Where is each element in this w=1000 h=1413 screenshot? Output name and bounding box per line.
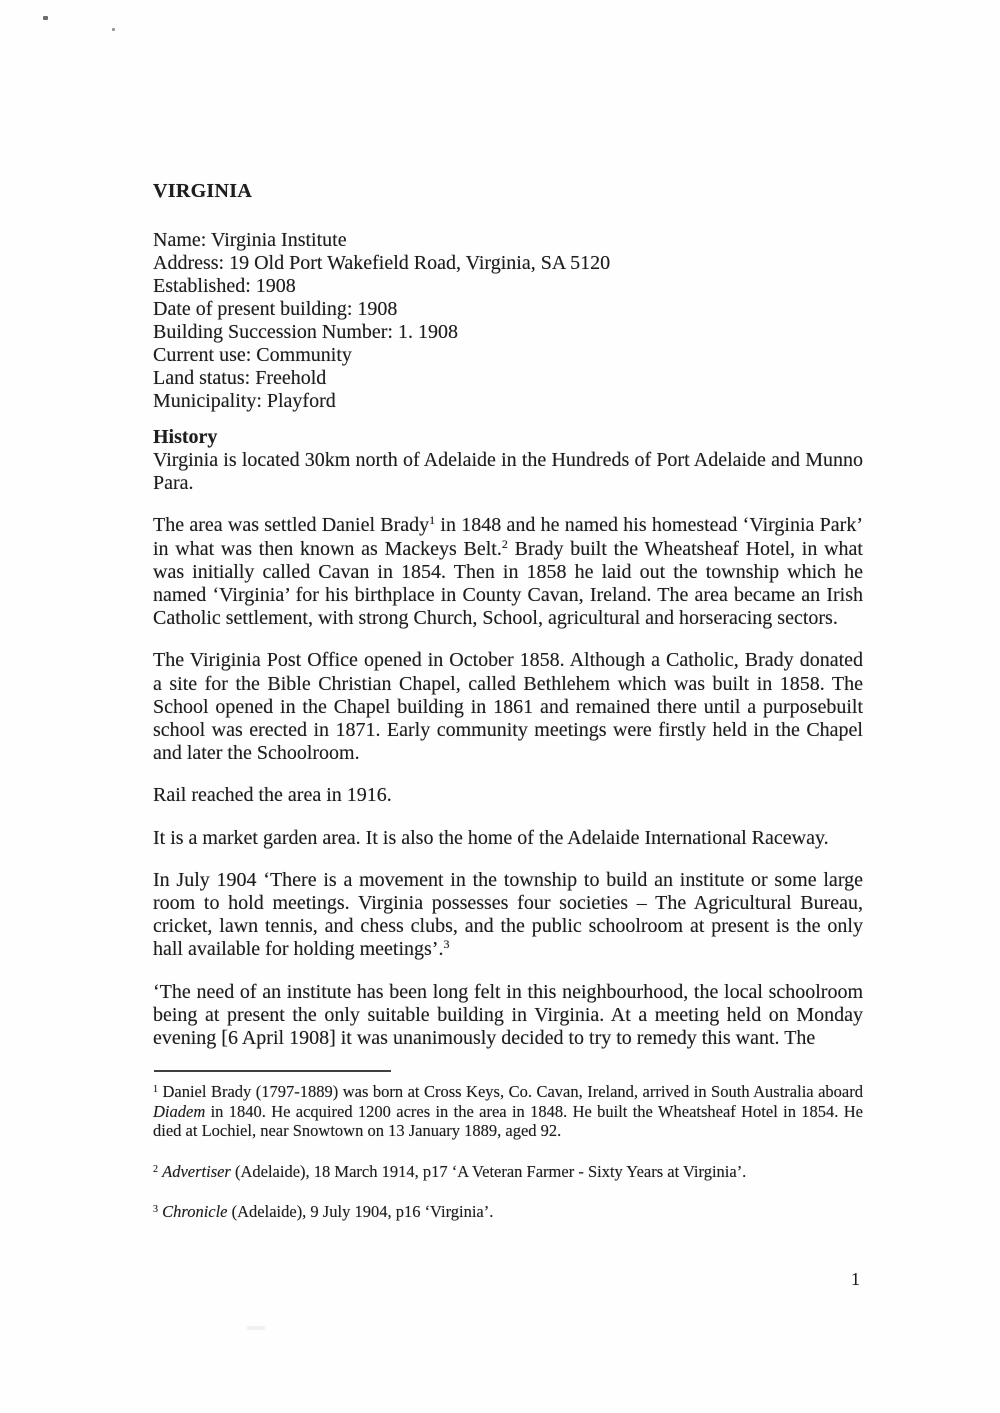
document-title: VIRGINIA xyxy=(153,180,253,202)
detail-current-use: Current use: Community xyxy=(153,344,352,366)
detail-succession-number: Building Succession Number: 1. 1908 xyxy=(153,321,458,343)
scan-artifact xyxy=(247,1326,265,1330)
detail-municipality: Municipality: Playford xyxy=(153,390,336,412)
footnote-marker: 1 xyxy=(429,513,436,528)
detail-building-date: Date of present building: 1908 xyxy=(153,298,398,320)
detail-address: Address: 19 Old Port Wakefield Road, Virginia, SA 5120 xyxy=(153,252,611,274)
footnote-marker: 2 xyxy=(153,1163,158,1175)
paragraph-market-garden: It is a market garden area. It is also the home of the Adelaide International Raceway. xyxy=(153,826,829,849)
paragraph-institute-need: ‘The need of an institute has been long felt in this neighbourhood, the local schoolroom being at present the only suitable building in Virginia. At a meeting held on Monday evening [6 April 1908] it was unanimously decided to try to remedy this want. The xyxy=(153,980,863,1050)
detail-land-status: Land status: Freehold xyxy=(153,367,327,389)
footnote-1: $^1$ Daniel Brady (1797-1889) was born at Cross Keys, Co. Cavan, Ireland, arrived in South Australia aboard Diadem in 1840. He acquired 1200 acres in the area in 1848. He built the Wheatsheaf Hotel in 1854. He died at Lochiel, near Snowtown on 13 January 1889, aged 92. xyxy=(153,1082,863,1140)
paragraph-location: Virginia is located 30km north of Adelaide in the Hundreds of Port Adelaide and Munno Para. xyxy=(153,449,863,495)
paragraph-rail: Rail reached the area in 1916. xyxy=(153,784,392,807)
history-heading: History xyxy=(153,426,218,448)
footnote-marker: 2 xyxy=(501,536,508,551)
detail-established: Established: 1908 xyxy=(153,275,296,297)
page-number: 1 xyxy=(851,1269,860,1289)
footnote-2: $^2$ Advertiser (Adelaide), 18 March 1914, p17 ‘A Veteran Farmer - Sixty Years at Virginia’. xyxy=(153,1161,747,1181)
property-details xyxy=(153,229,863,413)
footnote-divider xyxy=(154,1070,391,1072)
paragraph-july-1904: In July 1904 ‘There is a movement in the township to build an institute or some large room to hold meetings. Virginia possesses four societies – The Agricultural Bureau, cricket, lawn tennis, and chess clubs, and the public schoolroom at present is the only hall available for holding meetings’.$^3$ xyxy=(153,868,863,961)
italic-source-title: Chronicle xyxy=(162,1202,228,1221)
footnote-marker: 3 xyxy=(443,937,450,952)
italic-source-title: Advertiser xyxy=(162,1161,231,1181)
footnote-marker: 1 xyxy=(153,1084,158,1095)
paragraph-settlement: The area was settled Daniel Brady$^1$ in 1848 and he named his homestead ‘Virginia Park’ in what was then known as Mackeys Belt.$^2$ Brady built the Wheatsheaf Hotel, in what was initially called Cavan in 1854. Then in 1858 he laid out the township which he named ‘Virginia’ for his birthplace in County Cavan, Ireland. The area became an Irish Catholic settlement, with strong Church, School, agricultural and horseracing sectors. xyxy=(153,513,863,630)
footnotes-section xyxy=(153,1082,863,1243)
footnote-3: $^3$ Chronicle (Adelaide), 9 July 1904, p16 ‘Virginia’. xyxy=(153,1202,494,1221)
footnote-marker: 3 xyxy=(153,1204,158,1215)
scan-artifact xyxy=(43,16,48,20)
paragraph-post-office: The Viriginia Post Office opened in October 1858. Although a Catholic, Brady donated a site for the Bible Christian Chapel, called Bethlehem which was built in 1858. The School opened in the Chapel building in 1861 and remained there until a purposebuilt school was erected in 1871. Early community meetings were firstly held in the Chapel and later the Schoolroom. xyxy=(153,649,863,765)
scan-artifact xyxy=(112,28,115,31)
italic-source-title: Diadem xyxy=(153,1101,206,1121)
document-body xyxy=(153,180,863,1069)
detail-name: Name: Virginia Institute xyxy=(153,229,347,251)
